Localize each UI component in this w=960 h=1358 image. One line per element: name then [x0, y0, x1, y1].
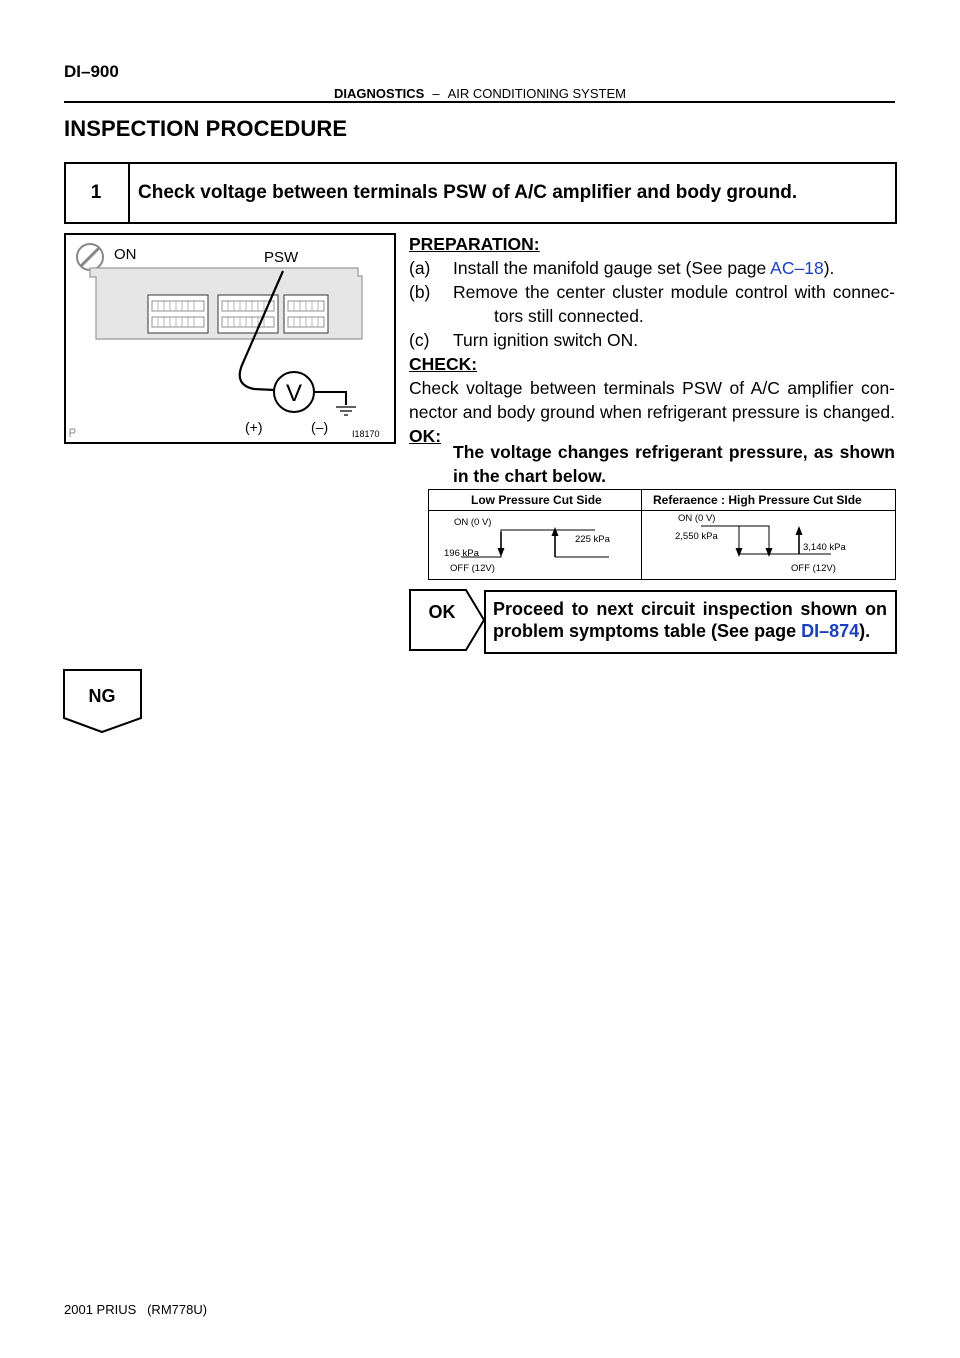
ng-label: NG	[88, 686, 116, 706]
ok-heading: OK:	[409, 426, 442, 446]
low-p-high: 225 kPa	[575, 534, 610, 545]
ok-arrow-label: OK	[428, 602, 456, 622]
hysteresis-graphs	[429, 490, 895, 579]
low-p-low: 196 kPa	[444, 548, 479, 559]
ground-icon	[336, 407, 356, 415]
label-plus: (+)	[245, 419, 263, 435]
link-ac-18[interactable]: AC–18	[770, 258, 824, 278]
low-off-label: OFF (12V)	[450, 563, 495, 574]
footer-model: 2001 PRIUS (RM778U)	[64, 1302, 208, 1317]
wiring-figure	[64, 233, 396, 444]
ok-line1: The voltage changes refrigerant pressure, as shown	[453, 442, 895, 462]
check-heading: CHECK:	[409, 354, 478, 374]
check-line1: Check voltage between terminals PSW of A/C amplifier con-	[409, 378, 895, 398]
subsection-name: AIR CONDITIONING SYSTEM	[447, 86, 626, 101]
ok-result-text	[493, 598, 887, 642]
preparation-heading: PREPARATION:	[409, 234, 540, 254]
high-on-label: ON (0 V)	[678, 513, 716, 524]
section-header	[0, 86, 960, 101]
prep-marker-a: (a)	[409, 258, 431, 278]
page-code: DI–900	[64, 62, 119, 81]
section-name: DIAGNOSTICS	[334, 86, 425, 101]
link-di-874[interactable]: DI–874	[801, 621, 860, 641]
step-text: Check voltage between terminals PSW of A/C amplifier and body ground.	[138, 182, 798, 203]
check-line2: nector and body ground when refrigerant pressure is changed.	[409, 402, 895, 422]
connector-group	[148, 295, 328, 333]
ng-arrow[interactable]	[62, 668, 146, 736]
label-v: V	[285, 380, 303, 407]
prep-item-c: Turn ignition switch ON.	[453, 330, 639, 350]
high-p-low: 2,550 kPa	[675, 531, 718, 542]
label-psw: PSW	[264, 249, 299, 266]
negative-probe-lead	[314, 392, 346, 405]
prep-item-b-line2: tors still connected.	[494, 306, 644, 326]
figure-marker-icon	[70, 429, 75, 437]
prep-marker-b: (b)	[409, 282, 431, 302]
high-p-high: 3,140 kPa	[803, 542, 846, 553]
table-header-high: Referaence : High Pressure Cut SIde	[653, 493, 862, 507]
label-on: ON	[114, 246, 137, 263]
table-header-low: Low Pressure Cut Side	[471, 493, 602, 507]
low-on-label: ON (0 V)	[454, 517, 492, 528]
ok-line2: in the chart below.	[453, 466, 606, 486]
ok-arrow[interactable]	[408, 588, 488, 654]
low-side-hysteresis	[461, 527, 609, 557]
ok-result-line1: Proceed to next circuit inspection shown on	[493, 599, 887, 619]
prep-item-a: Install the manifold gauge set (See page AC–18).	[453, 258, 835, 278]
header-rule	[64, 101, 895, 103]
step-number: 1	[64, 162, 130, 224]
figure-id: I18170	[352, 429, 380, 439]
page-title: INSPECTION PROCEDURE	[64, 116, 348, 141]
high-side-hysteresis	[701, 526, 831, 557]
label-minus: (–)	[311, 419, 329, 435]
section-separator: –	[432, 86, 440, 101]
prep-marker-c: (c)	[409, 330, 430, 350]
figure-drawing	[66, 235, 394, 442]
high-off-label: OFF (12V)	[791, 563, 836, 574]
pressure-table	[428, 489, 896, 580]
prep-item-b-line1: Remove the center cluster module control with connec-	[453, 282, 895, 302]
ok-result-line2: problem symptoms table (See page DI–874).	[493, 621, 871, 641]
